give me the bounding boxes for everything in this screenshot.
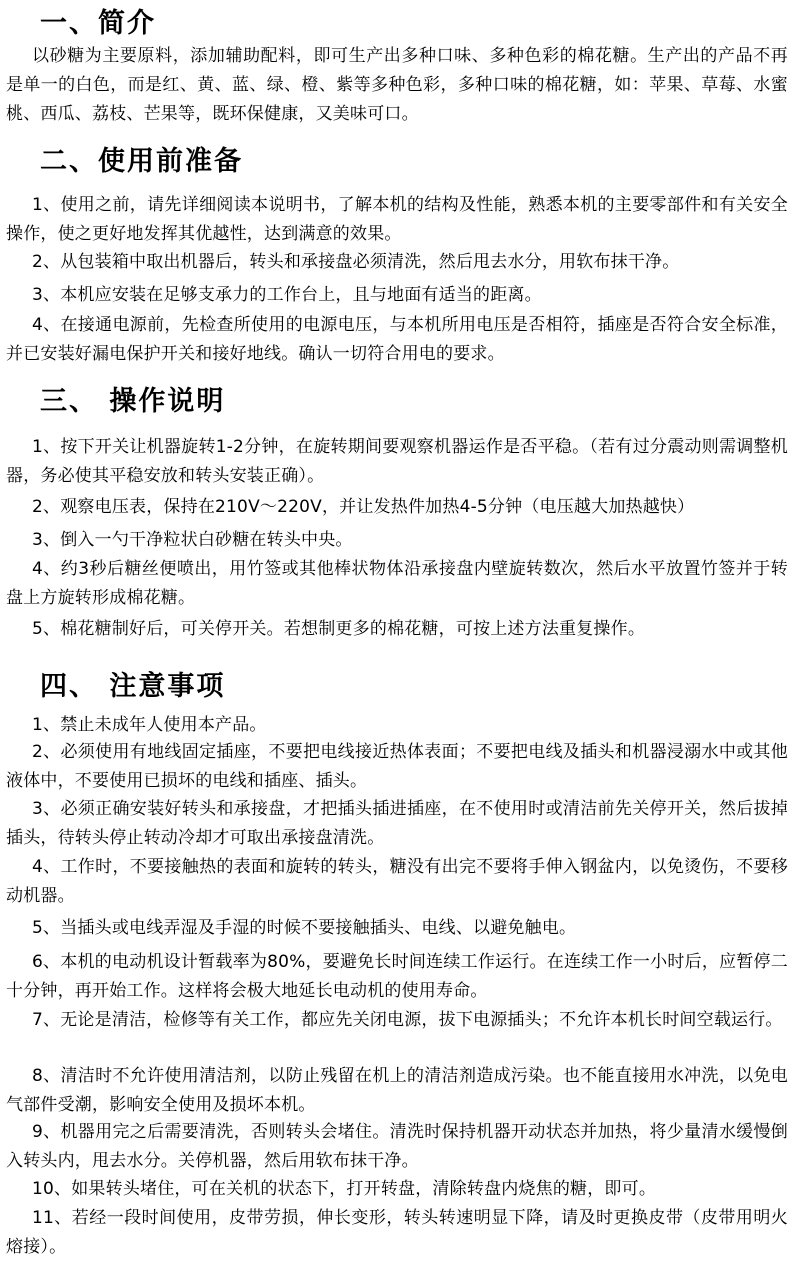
intro-paragraph: 以砂糖为主要原料，添加辅助配料，即可生产出多种口味、多种色彩的棉花糖。生产出的产品不再是单一的白色，而是红、黄、蓝、绿、橙、紫等多种色彩，多种口味的棉花糖，如：苹果、草莓、水蜜桃、西瓜、荔枝、芒果等，既环保健康，又美味可口。: [6, 46, 788, 124]
preparation-item: 2、从包装箱中取出机器后，转头和承接盘必须清洗，然后甩去水分，用软布抹干净。: [32, 252, 680, 272]
section-heading-intro: 一、简介: [40, 8, 156, 39]
preparation-item: 3、本机应安装在足够支承力的工作台上，且与地面有适当的距离。: [32, 285, 542, 305]
precaution-item: 9、机器用完之后需要清洗，否则转头会堵住。清洗时保持机器开动状态并加热，将少量清水缓慢倒入转头内，甩去水分。关停机器，然后用软布抹干净。: [6, 1122, 788, 1171]
precaution-item: 5、当插头或电线弄湿及手湿的时候不要接触插头、电线、以避免触电。: [32, 918, 577, 938]
precaution-item: 1、禁止未成年人使用本产品。: [32, 715, 267, 735]
precaution-item: 8、清洁时不允许使用清洁剂，以防止残留在机上的清洁剂造成污染。也不能直接用水冲洗，以免电气部件受潮，影响安全使用及损坏本机。: [6, 1066, 788, 1115]
preparation-item: 1、使用之前，请先详细阅读本说明书，了解本机的结构及性能，熟悉本机的主要零部件和有关安全操作，使之更好地发挥其优越性，达到满意的效果。: [6, 195, 788, 244]
precaution-item: 11、若经一段时间使用，皮带劳损，伸长变形，转头转速明显下降，请及时更换皮带（皮带用明火熔接）。: [6, 1208, 788, 1257]
precaution-item: 7、无论是清洁，检修等有关工作，都应先关闭电源，拔下电源插头；不允许本机长时间空载运行。: [32, 1010, 783, 1030]
section-heading-preparation: 二、使用前准备: [40, 146, 243, 177]
section-heading-precautions: 四、 注意事项: [40, 671, 226, 702]
operation-item: 5、棉花糖制好后，可关停开关。若想制更多的棉花糖，可按上述方法重复操作。: [32, 619, 646, 639]
preparation-item: 4、在接通电源前，先检查所使用的电源电压，与本机所用电压是否相符，插座是否符合安全标准，并已安装好漏电保护开关和接好地线。确认一切符合用电的要求。: [6, 315, 788, 364]
precaution-item: 3、必须正确安装好转头和承接盘，才把插头插进插座，在不使用时或清洁前先关停开关，然后拔掉插头，待转头停止转动冷却才可取出承接盘清洗。: [6, 799, 788, 848]
operation-item: 4、约3秒后糖丝便喷出，用竹签或其他棒状物体沿承接盘内壁旋转数次，然后水平放置竹签并于转盘上方旋转形成棉花糖。: [6, 559, 788, 608]
section-heading-operation: 三、 操作说明: [40, 386, 226, 417]
precaution-item: 6、本机的电动机设计暂载率为80%，要避免长时间连续工作运行。在连续工作一小时后，应暂停二十分钟，再开始工作。这样将会极大地延长电动机的使用寿命。: [6, 952, 788, 1001]
operation-item: 1、按下开关让机器旋转1-2分钟，在旋转期间要观察机器运作是否平稳。（若有过分震动则需调整机器，务必使其平稳安放和转头安装正确）。: [6, 437, 788, 486]
precaution-item: 4、工作时，不要接触热的表面和旋转的转头，糖没有出完不要将手伸入钢盆内，以免烫伤，不要移动机器。: [6, 857, 788, 906]
operation-item: 3、倒入一勺干净粒状白砂糖在转头中央。: [32, 530, 353, 550]
precaution-item: 2、必须使用有地线固定插座，不要把电线接近热体表面；不要把电线及插头和机器浸溺水中或其他液体中，不要使用已损坏的电线和插座、插头。: [6, 742, 788, 791]
operation-item: 2、观察电压表，保持在210V～220V，并让发热件加热4-5分钟（电压越大加热越快）: [32, 497, 695, 517]
precaution-item: 10、如果转头堵住，可在关机的状态下，打开转盘，清除转盘内烧焦的糖，即可。: [32, 1179, 657, 1199]
